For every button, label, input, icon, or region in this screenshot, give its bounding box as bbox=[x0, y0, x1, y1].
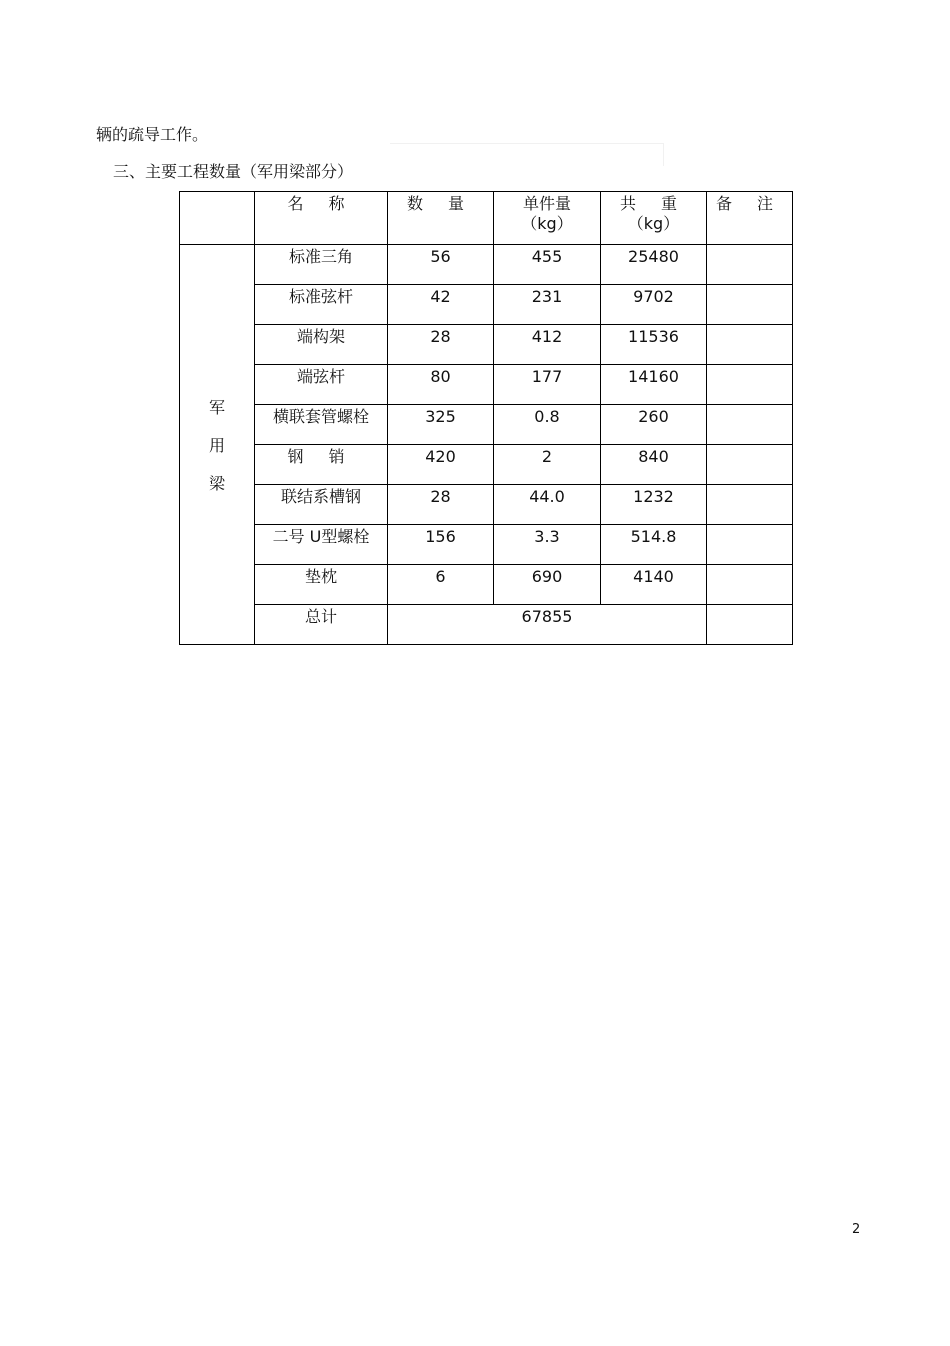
table-header-row bbox=[180, 192, 793, 245]
table-row bbox=[180, 365, 793, 405]
cell-total-weight: 260 bbox=[601, 405, 707, 445]
table-row bbox=[180, 285, 793, 325]
cell-unit-weight: 177 bbox=[494, 365, 601, 405]
cell-remarks bbox=[707, 365, 793, 405]
cell-remarks bbox=[707, 485, 793, 525]
cell-name: 二号 U型螺栓 bbox=[255, 525, 388, 565]
group-label-military-beam: 军 用 梁 bbox=[180, 245, 255, 645]
table-row bbox=[180, 445, 793, 485]
section-heading: 三、主要工程数量（军用梁部分） bbox=[113, 162, 354, 181]
cell-total-weight: 514.8 bbox=[601, 525, 707, 565]
header-remarks: 备 注 bbox=[707, 192, 793, 245]
cell-quantity: 80 bbox=[388, 365, 494, 405]
cell-unit-weight: 3.3 bbox=[494, 525, 601, 565]
cell-unit-weight: 0.8 bbox=[494, 405, 601, 445]
cell-total-weight: 9702 bbox=[601, 285, 707, 325]
table-row bbox=[180, 565, 793, 605]
header-unit-weight: 单件量 （kg） bbox=[494, 192, 601, 245]
cell-quantity: 28 bbox=[388, 325, 494, 365]
cell-remarks bbox=[707, 565, 793, 605]
cell-name: 标准三角 bbox=[255, 245, 388, 285]
cell-quantity: 156 bbox=[388, 525, 494, 565]
cell-total-weight: 14160 bbox=[601, 365, 707, 405]
cell-remarks bbox=[707, 405, 793, 445]
quantities-table bbox=[179, 191, 793, 645]
total-value: 67855 bbox=[388, 605, 707, 645]
faint-scan-mark bbox=[390, 143, 664, 166]
table-row bbox=[180, 245, 793, 285]
cell-name: 垫枕 bbox=[255, 565, 388, 605]
cell-remarks bbox=[707, 525, 793, 565]
cell-quantity: 325 bbox=[388, 405, 494, 445]
cell-remarks bbox=[707, 325, 793, 365]
cell-name: 端构架 bbox=[255, 325, 388, 365]
cell-name: 横联套管螺栓 bbox=[255, 405, 388, 445]
cell-unit-weight: 44.0 bbox=[494, 485, 601, 525]
total-label: 总计 bbox=[255, 605, 388, 645]
cell-name: 联结系槽钢 bbox=[255, 485, 388, 525]
table-total-row bbox=[180, 605, 793, 645]
cell-unit-weight: 2 bbox=[494, 445, 601, 485]
cell-quantity: 42 bbox=[388, 285, 494, 325]
total-remarks bbox=[707, 605, 793, 645]
cell-total-weight: 25480 bbox=[601, 245, 707, 285]
cell-unit-weight: 412 bbox=[494, 325, 601, 365]
cell-unit-weight: 690 bbox=[494, 565, 601, 605]
cell-quantity: 56 bbox=[388, 245, 494, 285]
paragraph-line: 辆的疏导工作。 bbox=[96, 125, 209, 144]
cell-total-weight: 4140 bbox=[601, 565, 707, 605]
table-row bbox=[180, 325, 793, 365]
cell-total-weight: 11536 bbox=[601, 325, 707, 365]
table-row bbox=[180, 405, 793, 445]
header-quantity: 数 量 bbox=[388, 192, 494, 245]
table-row bbox=[180, 525, 793, 565]
cell-quantity: 28 bbox=[388, 485, 494, 525]
cell-unit-weight: 455 bbox=[494, 245, 601, 285]
cell-remarks bbox=[707, 285, 793, 325]
cell-remarks bbox=[707, 245, 793, 285]
cell-remarks bbox=[707, 445, 793, 485]
table-row bbox=[180, 485, 793, 525]
cell-quantity: 6 bbox=[388, 565, 494, 605]
header-total-weight: 共 重 （kg） bbox=[601, 192, 707, 245]
header-name: 名 称 bbox=[255, 192, 388, 245]
header-blank bbox=[180, 192, 255, 245]
cell-name: 钢 销 bbox=[255, 445, 388, 485]
cell-name: 标准弦杆 bbox=[255, 285, 388, 325]
cell-quantity: 420 bbox=[388, 445, 494, 485]
cell-name: 端弦杆 bbox=[255, 365, 388, 405]
cell-total-weight: 1232 bbox=[601, 485, 707, 525]
cell-unit-weight: 231 bbox=[494, 285, 601, 325]
page-number: 2 bbox=[852, 1222, 861, 1237]
cell-total-weight: 840 bbox=[601, 445, 707, 485]
